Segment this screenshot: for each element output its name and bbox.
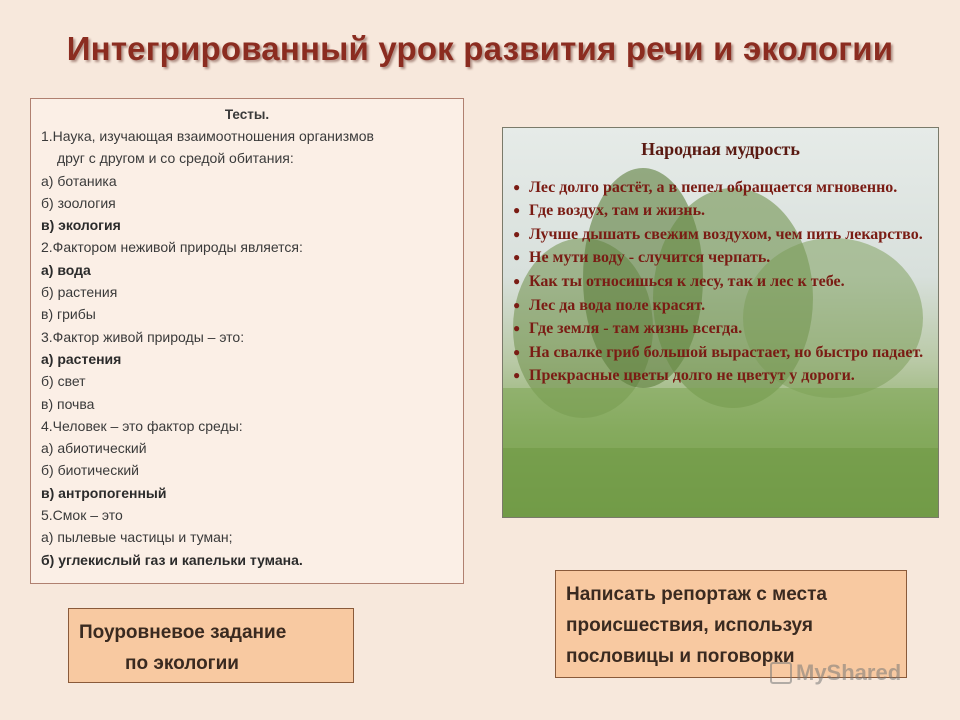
- test-line-text: б) углекислый газ и капельки тумана.: [41, 551, 303, 568]
- test-line: [41, 504, 453, 526]
- test-line-text: б) свет: [41, 373, 86, 390]
- folk-wisdom-panel: [502, 127, 939, 518]
- test-line: [41, 415, 453, 437]
- test-line-continuation: друг с другом и со средой обитания:: [57, 150, 294, 167]
- proverb-text: Прекрасные цветы долго не цветут у дороги.: [529, 367, 855, 385]
- test-line-text: б) зоология: [41, 194, 116, 211]
- proverb-text: Где воздух, там и жизнь.: [529, 202, 706, 220]
- watermark: [770, 660, 901, 686]
- proverb-text: Не мути воду - случится черпать.: [529, 249, 771, 267]
- test-line-text: а) растения: [41, 350, 122, 367]
- test-line-text: в) экология: [41, 217, 121, 234]
- test-line-text: а) вода: [41, 261, 91, 278]
- cart-icon: [770, 662, 792, 684]
- test-line: [41, 482, 453, 504]
- watermark-text: MyShared: [796, 660, 902, 685]
- bullet-icon: ●: [513, 250, 521, 265]
- proverb-item: [513, 270, 924, 294]
- slide-title: Интегрированный урок развития речи и экологии: [66, 30, 894, 67]
- test-line: [41, 236, 453, 258]
- test-line-text: а) абиотический: [41, 440, 147, 457]
- test-line: [41, 437, 453, 459]
- proverb-item: [513, 223, 924, 247]
- test-line-text: 1.Наука, изучающая взаимоотношения организмов: [41, 128, 374, 144]
- proverb-text: Как ты относишься к лесу, так и лес к тебе.: [529, 272, 845, 290]
- test-line-text: 4.Человек – это фактор среды:: [41, 417, 243, 434]
- bullet-icon: ●: [513, 321, 521, 336]
- test-line-text: в) антропогенный: [41, 484, 167, 501]
- bullet-icon: ●: [513, 179, 521, 194]
- bullet-icon: ●: [513, 297, 521, 312]
- test-line: [41, 526, 453, 548]
- bullet-icon: ●: [513, 344, 521, 359]
- test-line: [41, 125, 453, 170]
- test-line: [41, 393, 453, 415]
- test-line: [41, 281, 453, 303]
- bullet-icon: ●: [513, 273, 521, 288]
- proverb-item: [513, 294, 924, 318]
- level-task-line1: Поуровневое задание: [79, 622, 287, 643]
- tests-box: [30, 98, 464, 584]
- proverb-item: [513, 317, 924, 341]
- test-line: [41, 549, 453, 571]
- test-line-text: в) почва: [41, 395, 95, 412]
- test-line: [41, 326, 453, 348]
- test-line-text: б) биотический: [41, 462, 139, 479]
- tests-list: [41, 125, 453, 571]
- bullet-icon: ●: [513, 226, 521, 241]
- test-line-text: 3.Фактор живой природы – это:: [41, 328, 245, 345]
- proverb-text: Лучше дышать свежим воздухом, чем пить лекарство.: [529, 225, 923, 243]
- tests-heading: Тесты.: [224, 107, 270, 122]
- test-line-text: 5.Смок – это: [41, 507, 123, 524]
- report-task-text: Написать репортаж с места происшествия, используя пословицы и поговорки: [566, 584, 827, 667]
- test-line: [41, 348, 453, 370]
- proverb-item: [513, 246, 924, 270]
- test-line-text: а) пылевые частицы и туман;: [41, 529, 233, 546]
- wisdom-title: Народная мудрость: [641, 139, 800, 159]
- test-line: [41, 459, 453, 481]
- level-task-line2: по экологии: [125, 653, 239, 674]
- test-line: [41, 303, 453, 325]
- test-line-text: 2.Фактором неживой природы является:: [41, 239, 303, 256]
- test-line: [41, 214, 453, 236]
- test-line: [41, 192, 453, 214]
- proverb-item: [513, 364, 924, 388]
- bullet-icon: ●: [513, 368, 521, 383]
- proverb-item: [513, 176, 924, 200]
- proverb-text: Лес да вода поле красят.: [529, 296, 706, 314]
- test-line-text: а) ботаника: [41, 172, 117, 189]
- proverb-text: На свалке гриб большой вырастает, но быстро падает.: [529, 343, 924, 361]
- proverbs-list: [513, 176, 924, 388]
- level-task-box: [68, 608, 354, 683]
- test-line: [41, 259, 453, 281]
- test-line: [41, 370, 453, 392]
- bullet-icon: ●: [513, 203, 521, 218]
- test-line-text: б) растения: [41, 284, 118, 301]
- test-line: [41, 170, 453, 192]
- proverb-item: [513, 341, 924, 365]
- proverb-text: Лес долго растёт, а в пепел обращается мгновенно.: [529, 178, 898, 196]
- proverb-item: [513, 199, 924, 223]
- proverb-text: Где земля - там жизнь всегда.: [529, 320, 743, 338]
- test-line-text: в) грибы: [41, 306, 96, 323]
